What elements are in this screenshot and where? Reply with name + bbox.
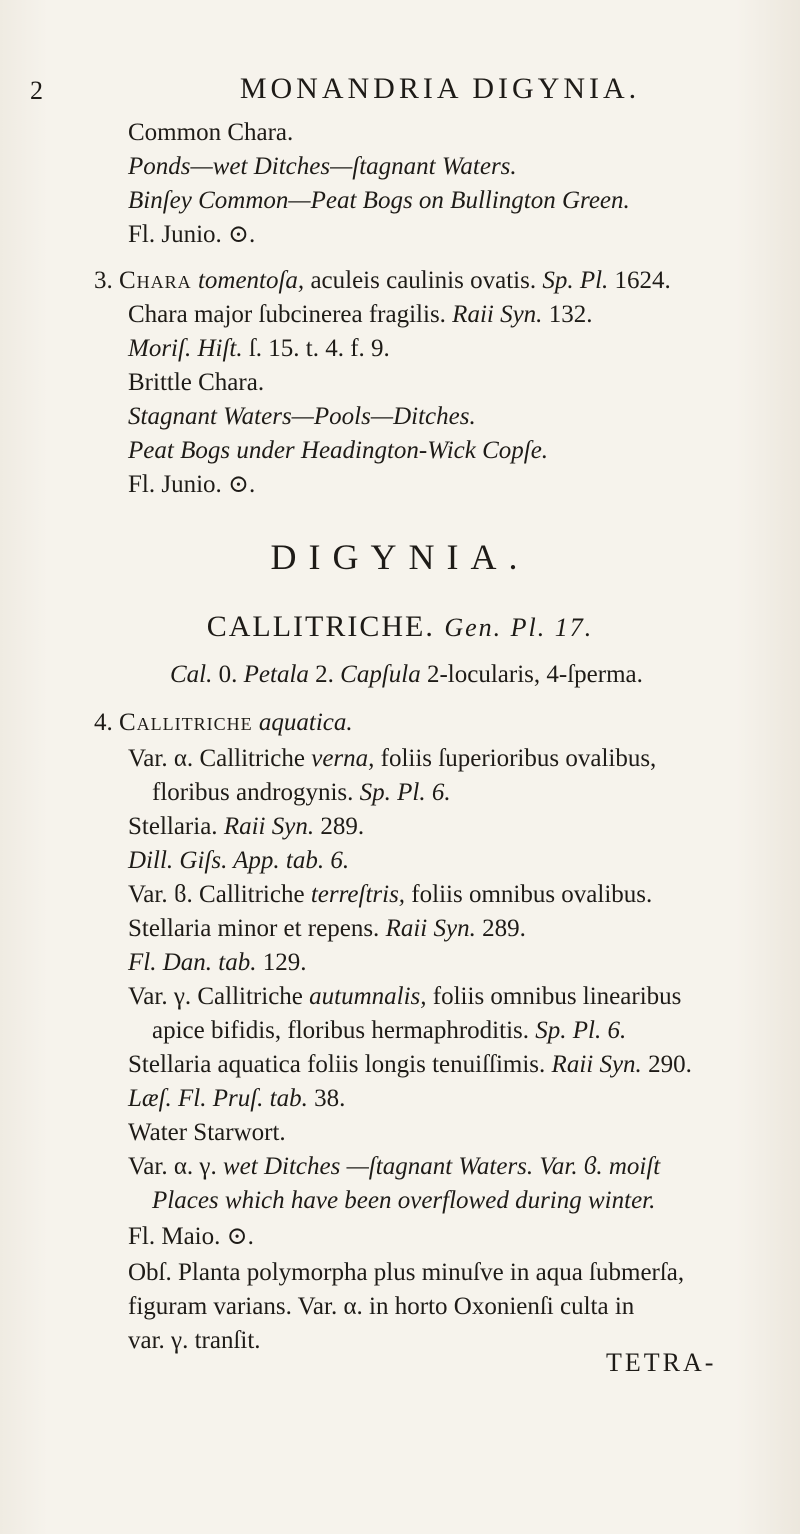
variety-habitat-cont: Places which have been overflowed during winter. xyxy=(152,1187,656,1214)
entry-3-heading xyxy=(94,266,671,296)
reference-page: 1624. xyxy=(614,267,671,294)
loes-reference: Læſ. Fl. Pruſ. tab. 38. xyxy=(128,1085,346,1112)
flowering-line: Fl. Junio. ⊙. xyxy=(128,221,256,248)
reference-line xyxy=(128,334,390,364)
reference-work: Sp. Pl. xyxy=(542,267,609,294)
habitat-line: Ponds—wet Ditches—ſtagnant Waters. xyxy=(128,153,517,180)
dill-reference: Dill. Giſs. App. tab. 6. xyxy=(128,847,350,874)
variety-alpha: Var. α. Callitriche verna, foliis ſuperioribus ovalibus, xyxy=(128,745,657,772)
genus-name: CALLITRICHE. xyxy=(206,610,435,643)
stellaria-line: Stellaria. Raii Syn. 289. xyxy=(128,813,365,840)
page-number: 2 xyxy=(30,76,43,105)
entry-4-heading xyxy=(94,708,353,738)
variety-beta: Var. ϐ. Callitriche terreſtris, foliis omnibus ovalibus. xyxy=(128,881,653,908)
variety-habitat: Var. α. γ. wet Ditches —ſtagnant Waters. Var. ϐ. moiſt xyxy=(128,1153,661,1180)
genus-reference: Gen. Pl. 17. xyxy=(444,613,594,642)
fl-dan-reference: Fl. Dan. tab. 129. xyxy=(128,949,307,976)
habitat-line: Stagnant Waters—Pools—Ditches. xyxy=(128,403,476,430)
stellaria-minor-line: Stellaria minor et repens. Raii Syn. 289. xyxy=(128,915,526,942)
observation-line-2: figuram varians. Var. α. in horto Oxonienſi culta in xyxy=(128,1293,635,1320)
synonym-line xyxy=(128,300,592,330)
synonym: Chara major ſubcinerea fragilis. xyxy=(128,301,446,328)
catchword: TETRA- xyxy=(606,1348,717,1377)
common-name: Water Starwort. xyxy=(128,1119,286,1146)
common-name: Common Chara. xyxy=(128,119,294,146)
variety-gamma: Var. γ. Callitriche autumnalis, foliis omnibus linearibus xyxy=(128,983,682,1010)
genus-name: Chara xyxy=(119,267,192,294)
reference-work: Raii Syn. xyxy=(452,301,543,328)
reference-work: Moriſ. Hiſt. xyxy=(128,335,243,362)
reference-detail: ſ. 15. t. 4. f. 9. xyxy=(248,335,390,362)
variety-alpha-cont: floribus androgynis. Sp. Pl. 6. xyxy=(152,779,451,806)
common-name: Brittle Chara. xyxy=(128,369,265,396)
running-head: MONANDRIA DIGYNIA. xyxy=(239,72,641,105)
species-name: tomentoſa, xyxy=(197,267,305,294)
observation-line-1: Obſ. Planta polymorpha plus minuſve in aqua ſubmerſa, xyxy=(128,1259,685,1286)
diagnosis: aculeis caulinis ovatis. xyxy=(310,267,537,294)
reference-page: 132. xyxy=(548,301,593,328)
observation-line-3: var. γ. tranſit. xyxy=(128,1327,261,1354)
generic-character: Cal. 0. Petala 2. Capſula 2-locularis, 4-ſperma. xyxy=(170,661,643,688)
genus-heading xyxy=(0,610,800,644)
stellaria-aquatica-line: Stellaria aquatica foliis longis tenuiſſimis. Raii Syn. 290. xyxy=(128,1051,692,1078)
entry-number: 3. xyxy=(94,267,113,294)
genus-name: Callitriche xyxy=(119,709,253,736)
locality-line: Peat Bogs under Headington-Wick Copſe. xyxy=(128,437,549,464)
entry-number: 4. xyxy=(94,709,113,736)
flowering-line: Fl. Maio. ⊙. xyxy=(128,1223,254,1250)
section-title: DIGYNIA. xyxy=(270,537,530,577)
variety-gamma-cont: apice bifidis, floribus hermaphroditis. Sp. Pl. 6. xyxy=(152,1017,627,1044)
locality-line: Binſey Common—Peat Bogs on Bullington Green. xyxy=(128,187,630,214)
page-header xyxy=(30,72,770,112)
species-name: aquatica. xyxy=(258,709,353,736)
flowering-line: Fl. Junio. ⊙. xyxy=(128,471,256,498)
